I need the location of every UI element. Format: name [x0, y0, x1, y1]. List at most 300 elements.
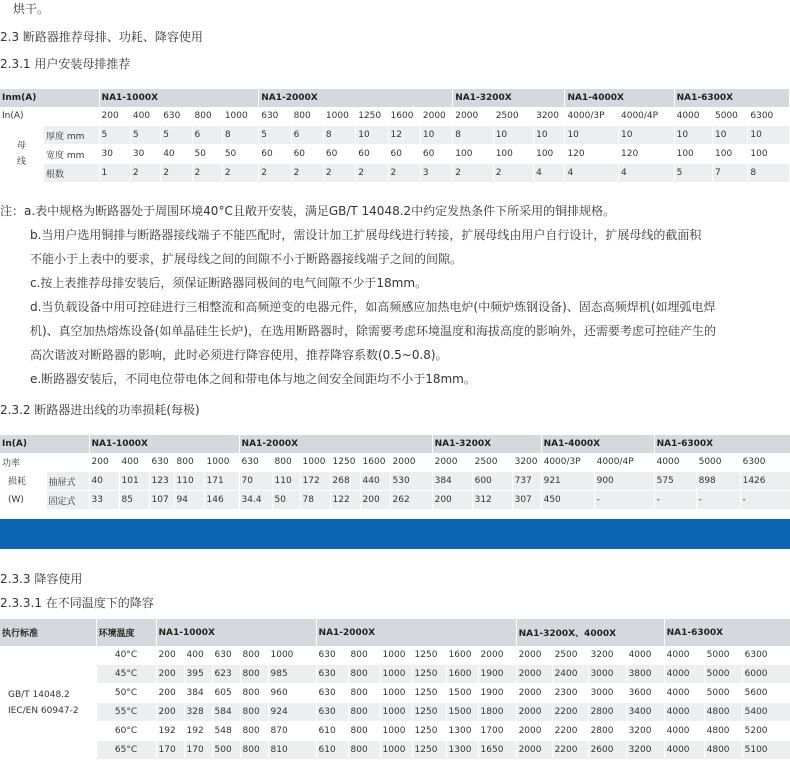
table-cell: 800	[174, 453, 204, 472]
table-cell: 4000	[664, 703, 704, 722]
table-cell: 10	[619, 126, 675, 145]
table-cell: 60	[388, 145, 420, 164]
table-cell: 2	[356, 164, 388, 183]
table-cell: 610	[316, 741, 348, 760]
table-cell: 2200	[552, 722, 588, 741]
table-row	[0, 722, 790, 741]
table-cell: 1000	[268, 646, 316, 665]
table-cell: 2	[161, 164, 192, 183]
table-cell: 2000	[516, 646, 552, 665]
table-cell: 630	[212, 646, 240, 665]
table-cell: 3400	[626, 703, 664, 722]
table-cell: 1000	[380, 684, 412, 703]
group-label-line: (W)	[8, 494, 24, 505]
col-header-standard: 执行标准	[0, 619, 96, 646]
col-header-na1-1000x: NA1-1000X	[99, 89, 259, 107]
table-row	[0, 665, 790, 684]
table-cell: 200	[156, 703, 184, 722]
col-header-na1-1000x: NA1-1000X	[89, 435, 239, 453]
table-cell: 4000	[664, 684, 704, 703]
table-cell: 924	[268, 703, 316, 722]
table-cell: 2	[291, 164, 323, 183]
table-cell: 192	[156, 722, 184, 741]
table-cell: 1500	[446, 703, 478, 722]
table-cell: 800	[240, 665, 268, 684]
table-cell: 2	[388, 164, 420, 183]
col-header-na1-3200x-4000x: NA1-3200X、4000X	[516, 619, 664, 646]
table-cell: 200	[99, 107, 130, 126]
table-cell: 3200	[534, 107, 565, 126]
table-cell: 2500	[472, 453, 512, 472]
table-cell: 1250	[412, 703, 446, 722]
table-cell: 5000	[713, 107, 748, 126]
table-cell: 10	[674, 126, 712, 145]
col-header-na1-3200x: NA1-3200X	[453, 89, 565, 107]
table-cell: 2	[323, 164, 355, 183]
temperature-cell: 55°C	[96, 703, 156, 722]
table-cell: 4000	[664, 646, 704, 665]
col-header-na1-4000x: NA1-4000X	[541, 435, 654, 453]
table-cell: 610	[316, 722, 348, 741]
table-row	[0, 472, 790, 491]
table-cell: 5000	[704, 665, 742, 684]
table-cell: 1250	[412, 722, 446, 741]
power-loss-table	[0, 435, 790, 510]
table-cell: 2400	[552, 665, 588, 684]
note-b-cont: 不能小于上表中的要求，扩展母线之间的间隙不小于断路器接线端子之间的间隙。	[30, 252, 463, 266]
table-cell: 6000	[742, 665, 790, 684]
row-label-in: In(A)	[0, 107, 99, 126]
note-d-cont-1: 机)、真空加热熔炼设备(如单晶硅生长炉)，在选用断路器时，除需要考虑环境温度和海拔高度的影响外，还需要考虑可控硅产生的	[30, 324, 717, 338]
standard-line: IEC/EN 60947-2	[8, 705, 79, 716]
table-cell: 2200	[552, 703, 588, 722]
table-cell: 1000	[204, 453, 239, 472]
col-header-na1-1000x: NA1-1000X	[156, 619, 316, 646]
table-row	[0, 703, 790, 722]
group-label-loss	[0, 472, 46, 510]
temperature-cell: 65°C	[96, 741, 156, 760]
table-cell: 8	[222, 126, 258, 145]
group-label-line: 母	[16, 141, 26, 151]
table-cell: 600	[472, 472, 512, 491]
table-cell: 12	[388, 126, 420, 145]
table-cell: 1250	[412, 741, 446, 760]
table-cell: 630	[161, 107, 192, 126]
table-cell: 800	[348, 665, 380, 684]
table-cell: 2000	[432, 453, 472, 472]
table-cell: 8	[323, 126, 355, 145]
table-cell: 4800	[704, 722, 742, 741]
table-cell: 100	[713, 145, 748, 164]
table-cell: 85	[119, 491, 149, 510]
table-cell: 100	[453, 145, 493, 164]
table-cell: 800	[348, 646, 380, 665]
table-cell: 3200	[512, 453, 541, 472]
heading-2-3-2: 2.3.2 断路器进出线的功率损耗(每极)	[0, 403, 200, 417]
note-e: e.断路器安装后，不同电位带电体之间和带电体与地之间安全间距均不小于18mm。	[30, 372, 476, 386]
table-cell: 440	[360, 472, 390, 491]
table-cell: 10	[565, 126, 619, 145]
table-cell: 1000	[380, 741, 412, 760]
row-label: 宽度 mm	[43, 145, 99, 164]
table-cell: 5000	[704, 684, 742, 703]
table-cell: 5	[259, 126, 291, 145]
table-cell: 1250	[412, 646, 446, 665]
heading-2-3-3-1: 2.3.3.1 在不同温度下的降容	[0, 596, 154, 610]
col-header-na1-2000x: NA1-2000X	[239, 435, 432, 453]
row-label: 厚度 mm	[43, 126, 99, 145]
table-cell: 3	[420, 164, 452, 183]
note-b: b.当用户选用铜排与断路器接线端子不能匹配时，需设计加工扩展母线进行转接，扩展母线由用户自行设计，扩展母线的截面积	[30, 228, 702, 242]
table-cell: 4000	[626, 646, 664, 665]
table-cell: 4800	[704, 741, 742, 760]
table-cell: 100	[748, 145, 790, 164]
table-cell: 2	[259, 164, 291, 183]
table-cell: 10	[534, 126, 565, 145]
col-header-na1-2000x: NA1-2000X	[316, 619, 516, 646]
table-cell: 630	[239, 453, 272, 472]
table-cell: 100	[674, 145, 712, 164]
table-cell: 10	[493, 126, 533, 145]
table-row	[0, 164, 790, 183]
table-cell: 192	[184, 722, 212, 741]
table-cell: 630	[149, 453, 174, 472]
table-cell: 2200	[552, 741, 588, 760]
standard-cell	[0, 646, 96, 760]
table-cell: 1900	[478, 684, 516, 703]
table-cell: 630	[316, 646, 348, 665]
table-cell: 1600	[388, 107, 420, 126]
table-cell: 800	[348, 684, 380, 703]
table-cell: 6	[192, 126, 222, 145]
row-label: 固定式	[46, 491, 89, 510]
table-cell: 800	[240, 741, 268, 760]
group-label-line: 损耗	[8, 476, 27, 487]
table-cell: 122	[330, 491, 360, 510]
table-cell: 60	[291, 145, 323, 164]
row-label: 根数	[43, 164, 99, 183]
table-cell: 1900	[478, 665, 516, 684]
table-cell: 1000	[380, 665, 412, 684]
table-cell: 146	[204, 491, 239, 510]
row-label: 抽屉式	[46, 472, 89, 491]
table-row	[0, 145, 790, 164]
table-cell: 78	[300, 491, 330, 510]
table-cell: 30	[99, 145, 130, 164]
table-cell: 605	[212, 684, 240, 703]
table-cell: 800	[240, 703, 268, 722]
table-row	[0, 126, 790, 145]
table-cell: 312	[472, 491, 512, 510]
col-header-in: In(A)	[0, 435, 89, 453]
table-cell: 2	[493, 164, 533, 183]
table-cell: 800	[272, 453, 300, 472]
table-cell: 5	[99, 126, 130, 145]
table-cell: 985	[268, 665, 316, 684]
table-cell: 400	[119, 453, 149, 472]
table-cell: 2300	[552, 684, 588, 703]
table-cell: 500	[212, 741, 240, 760]
table-cell: 4000/3P	[541, 453, 594, 472]
table-cell: 530	[390, 472, 432, 491]
table-cell: 630	[259, 107, 291, 126]
table-cell: 50	[272, 491, 300, 510]
temperature-cell: 60°C	[96, 722, 156, 741]
table-cell: 800	[348, 722, 380, 741]
table-cell: 3000	[588, 665, 626, 684]
table-cell: 328	[184, 703, 212, 722]
table-row	[0, 107, 790, 126]
table-cell: 800	[192, 107, 222, 126]
col-header-na1-2000x: NA1-2000X	[259, 89, 453, 107]
table-cell: 268	[330, 472, 360, 491]
table-cell: 5	[161, 126, 192, 145]
busbar-table	[0, 89, 790, 183]
table-cell: 800	[348, 741, 380, 760]
table-cell: 60	[420, 145, 452, 164]
table-row	[0, 646, 790, 665]
table-cell: 1250	[356, 107, 388, 126]
table-cell: 960	[268, 684, 316, 703]
table-cell: 1250	[412, 684, 446, 703]
table-cell: 6	[291, 126, 323, 145]
table-cell: 1600	[446, 665, 478, 684]
table-cell: 34.4	[239, 491, 272, 510]
table-cell: 200	[89, 453, 119, 472]
table-cell: 172	[300, 472, 330, 491]
table-cell: 33	[89, 491, 119, 510]
table-cell: 120	[619, 145, 675, 164]
table-cell: 110	[272, 472, 300, 491]
table-cell: 4000	[664, 722, 704, 741]
temperature-cell: 45°C	[96, 665, 156, 684]
table-cell: 800	[348, 703, 380, 722]
col-header-inm: Inm(A)	[0, 89, 99, 107]
group-label-busbar	[0, 126, 43, 183]
table-cell: 2000	[453, 107, 493, 126]
table-cell: 2800	[588, 703, 626, 722]
table-cell: 5100	[742, 741, 790, 760]
table-cell: 5000	[704, 646, 742, 665]
table-cell: 5000	[696, 453, 740, 472]
table-cell: 1000	[323, 107, 355, 126]
table-cell: 4800	[704, 703, 742, 722]
table-cell: 4000/3P	[565, 107, 619, 126]
standard-line: GB/T 14048.2	[8, 689, 70, 700]
table-cell: 262	[390, 491, 432, 510]
table-cell: 1650	[478, 741, 516, 760]
table-cell: 3000	[588, 684, 626, 703]
table-cell: 1000	[380, 722, 412, 741]
table-cell: 6300	[748, 107, 790, 126]
table-cell: 810	[268, 741, 316, 760]
table-cell: 1600	[446, 646, 478, 665]
table-cell: 100	[534, 145, 565, 164]
col-header-temperature: 环境温度	[96, 619, 156, 646]
table-cell: 1000	[380, 646, 412, 665]
table-cell: 200	[156, 646, 184, 665]
table-cell: 4000	[654, 453, 696, 472]
table-cell: 1000	[380, 703, 412, 722]
table-cell: 170	[184, 741, 212, 760]
table-cell: 60	[323, 145, 355, 164]
table-cell: 8	[453, 126, 493, 145]
table-cell: 94	[174, 491, 204, 510]
table-cell: -	[740, 491, 790, 510]
table-cell: 800	[240, 684, 268, 703]
table-cell: 5	[674, 164, 712, 183]
table-cell: 623	[212, 665, 240, 684]
table-cell: 630	[316, 684, 348, 703]
table-cell: 575	[654, 472, 696, 491]
table-cell: 10	[356, 126, 388, 145]
table-cell: 70	[239, 472, 272, 491]
table-cell: 1700	[478, 722, 516, 741]
table-cell: 4000/4P	[619, 107, 675, 126]
table-row	[0, 684, 790, 703]
table-cell: -	[696, 491, 740, 510]
table-cell: 2000	[516, 703, 552, 722]
table-cell: 8	[748, 164, 790, 183]
table-row	[0, 491, 790, 510]
table-cell: 100	[493, 145, 533, 164]
table-cell: 50	[192, 145, 222, 164]
table-cell: 5400	[742, 703, 790, 722]
table-cell: 200	[432, 491, 472, 510]
table-cell: 307	[512, 491, 541, 510]
table-cell: 3600	[626, 684, 664, 703]
col-header-na1-6300x: NA1-6300X	[654, 435, 790, 453]
table-cell: 6300	[740, 453, 790, 472]
note-d: d.当负载设备中用可控硅进行三相整流和高频逆变的电器元件，如高频感应加热电炉(中频炉炼钢设备)、固态高频焊机(如埋弧电焊	[30, 300, 716, 314]
table-cell: 3800	[626, 665, 664, 684]
heading-2-3: 2.3 断路器推荐母排、功耗、降容使用	[0, 30, 203, 44]
top-text: 烘干。	[13, 2, 50, 16]
table-cell: 2500	[552, 646, 588, 665]
table-cell: 1300	[446, 722, 478, 741]
table-cell: 107	[149, 491, 174, 510]
table-cell: 1000	[222, 107, 258, 126]
table-cell: 10	[713, 126, 748, 145]
table-cell: 6300	[742, 646, 790, 665]
table-cell: 737	[512, 472, 541, 491]
table-cell: 2600	[588, 741, 626, 760]
table-cell: 5	[130, 126, 160, 145]
table-cell: 2000	[516, 722, 552, 741]
table-cell: 921	[541, 472, 594, 491]
table-cell: 5600	[742, 684, 790, 703]
col-header-na1-3200x: NA1-3200X	[432, 435, 541, 453]
heading-2-3-1: 2.3.1 用户安装母排推荐	[0, 57, 131, 71]
col-header-na1-6300x: NA1-6300X	[664, 619, 790, 646]
table-cell: 10	[748, 126, 790, 145]
table-cell: 4	[565, 164, 619, 183]
section-divider-band	[0, 519, 790, 549]
table-cell: 50	[222, 145, 258, 164]
table-cell: 630	[316, 703, 348, 722]
table-cell: 200	[360, 491, 390, 510]
table-cell: 800	[240, 722, 268, 741]
table-cell: 900	[594, 472, 654, 491]
table-cell: 171	[204, 472, 239, 491]
table-cell: 110	[174, 472, 204, 491]
table-cell: 3200	[588, 646, 626, 665]
table-cell: 800	[240, 646, 268, 665]
table-cell: 4000/4P	[594, 453, 654, 472]
table-cell: 2000	[516, 741, 552, 760]
table-cell: 3200	[626, 741, 664, 760]
table-cell: 1	[99, 164, 130, 183]
table-cell: 2	[130, 164, 160, 183]
table-cell: 400	[130, 107, 160, 126]
table-cell: 200	[156, 684, 184, 703]
table-cell: 40	[161, 145, 192, 164]
row-label-power: 功率	[0, 453, 89, 472]
table-cell: 584	[212, 703, 240, 722]
note-d-cont-2: 高次谐波对断路器的影响，此时必须进行降容使用，推荐降容系数(0.5~0.8)。	[30, 348, 448, 362]
table-cell: 4000	[674, 107, 712, 126]
table-cell: 10	[420, 126, 452, 145]
table-cell: 395	[184, 665, 212, 684]
table-cell: 1500	[446, 684, 478, 703]
table-row	[0, 741, 790, 760]
table-cell: 30	[130, 145, 160, 164]
table-cell: 1800	[478, 703, 516, 722]
table-cell: 384	[184, 684, 212, 703]
table-cell: 101	[119, 472, 149, 491]
col-header-na1-6300x: NA1-6300X	[674, 89, 789, 107]
note-a: 注：a.表中规格为断路器处于周围环境40°C且敞开安装，满足GB/T 14048.2中约定发热条件下所采用的铜排规格。	[0, 204, 616, 218]
table-cell: 5200	[742, 722, 790, 741]
table-row	[0, 453, 790, 472]
temperature-cell: 40°C	[96, 646, 156, 665]
table-cell: 1000	[300, 453, 330, 472]
table-cell: 898	[696, 472, 740, 491]
table-cell: 60	[356, 145, 388, 164]
table-cell: 450	[541, 491, 594, 510]
table-cell: 60	[259, 145, 291, 164]
table-cell: 870	[268, 722, 316, 741]
table-cell: 170	[156, 741, 184, 760]
table-cell: 2000	[516, 665, 552, 684]
derating-table	[0, 619, 790, 760]
table-cell: -	[594, 491, 654, 510]
table-cell: 2000	[516, 684, 552, 703]
table-cell: -	[654, 491, 696, 510]
table-cell: 1250	[330, 453, 360, 472]
col-header-na1-4000x: NA1-4000X	[565, 89, 674, 107]
table-cell: 2500	[493, 107, 533, 126]
table-cell: 400	[184, 646, 212, 665]
table-cell: 2800	[588, 722, 626, 741]
table-cell: 7	[713, 164, 748, 183]
table-cell: 2	[192, 164, 222, 183]
table-cell: 384	[432, 472, 472, 491]
table-cell: 123	[149, 472, 174, 491]
table-cell: 2000	[478, 646, 516, 665]
table-cell: 2	[453, 164, 493, 183]
group-label-line: 线	[16, 157, 26, 167]
table-cell: 4000	[664, 665, 704, 684]
table-cell: 200	[156, 665, 184, 684]
table-cell: 548	[212, 722, 240, 741]
table-cell: 120	[565, 145, 619, 164]
table-cell: 40	[89, 472, 119, 491]
table-cell: 4000	[664, 741, 704, 760]
table-cell: 800	[291, 107, 323, 126]
table-cell: 630	[316, 665, 348, 684]
table-cell: 1600	[360, 453, 390, 472]
